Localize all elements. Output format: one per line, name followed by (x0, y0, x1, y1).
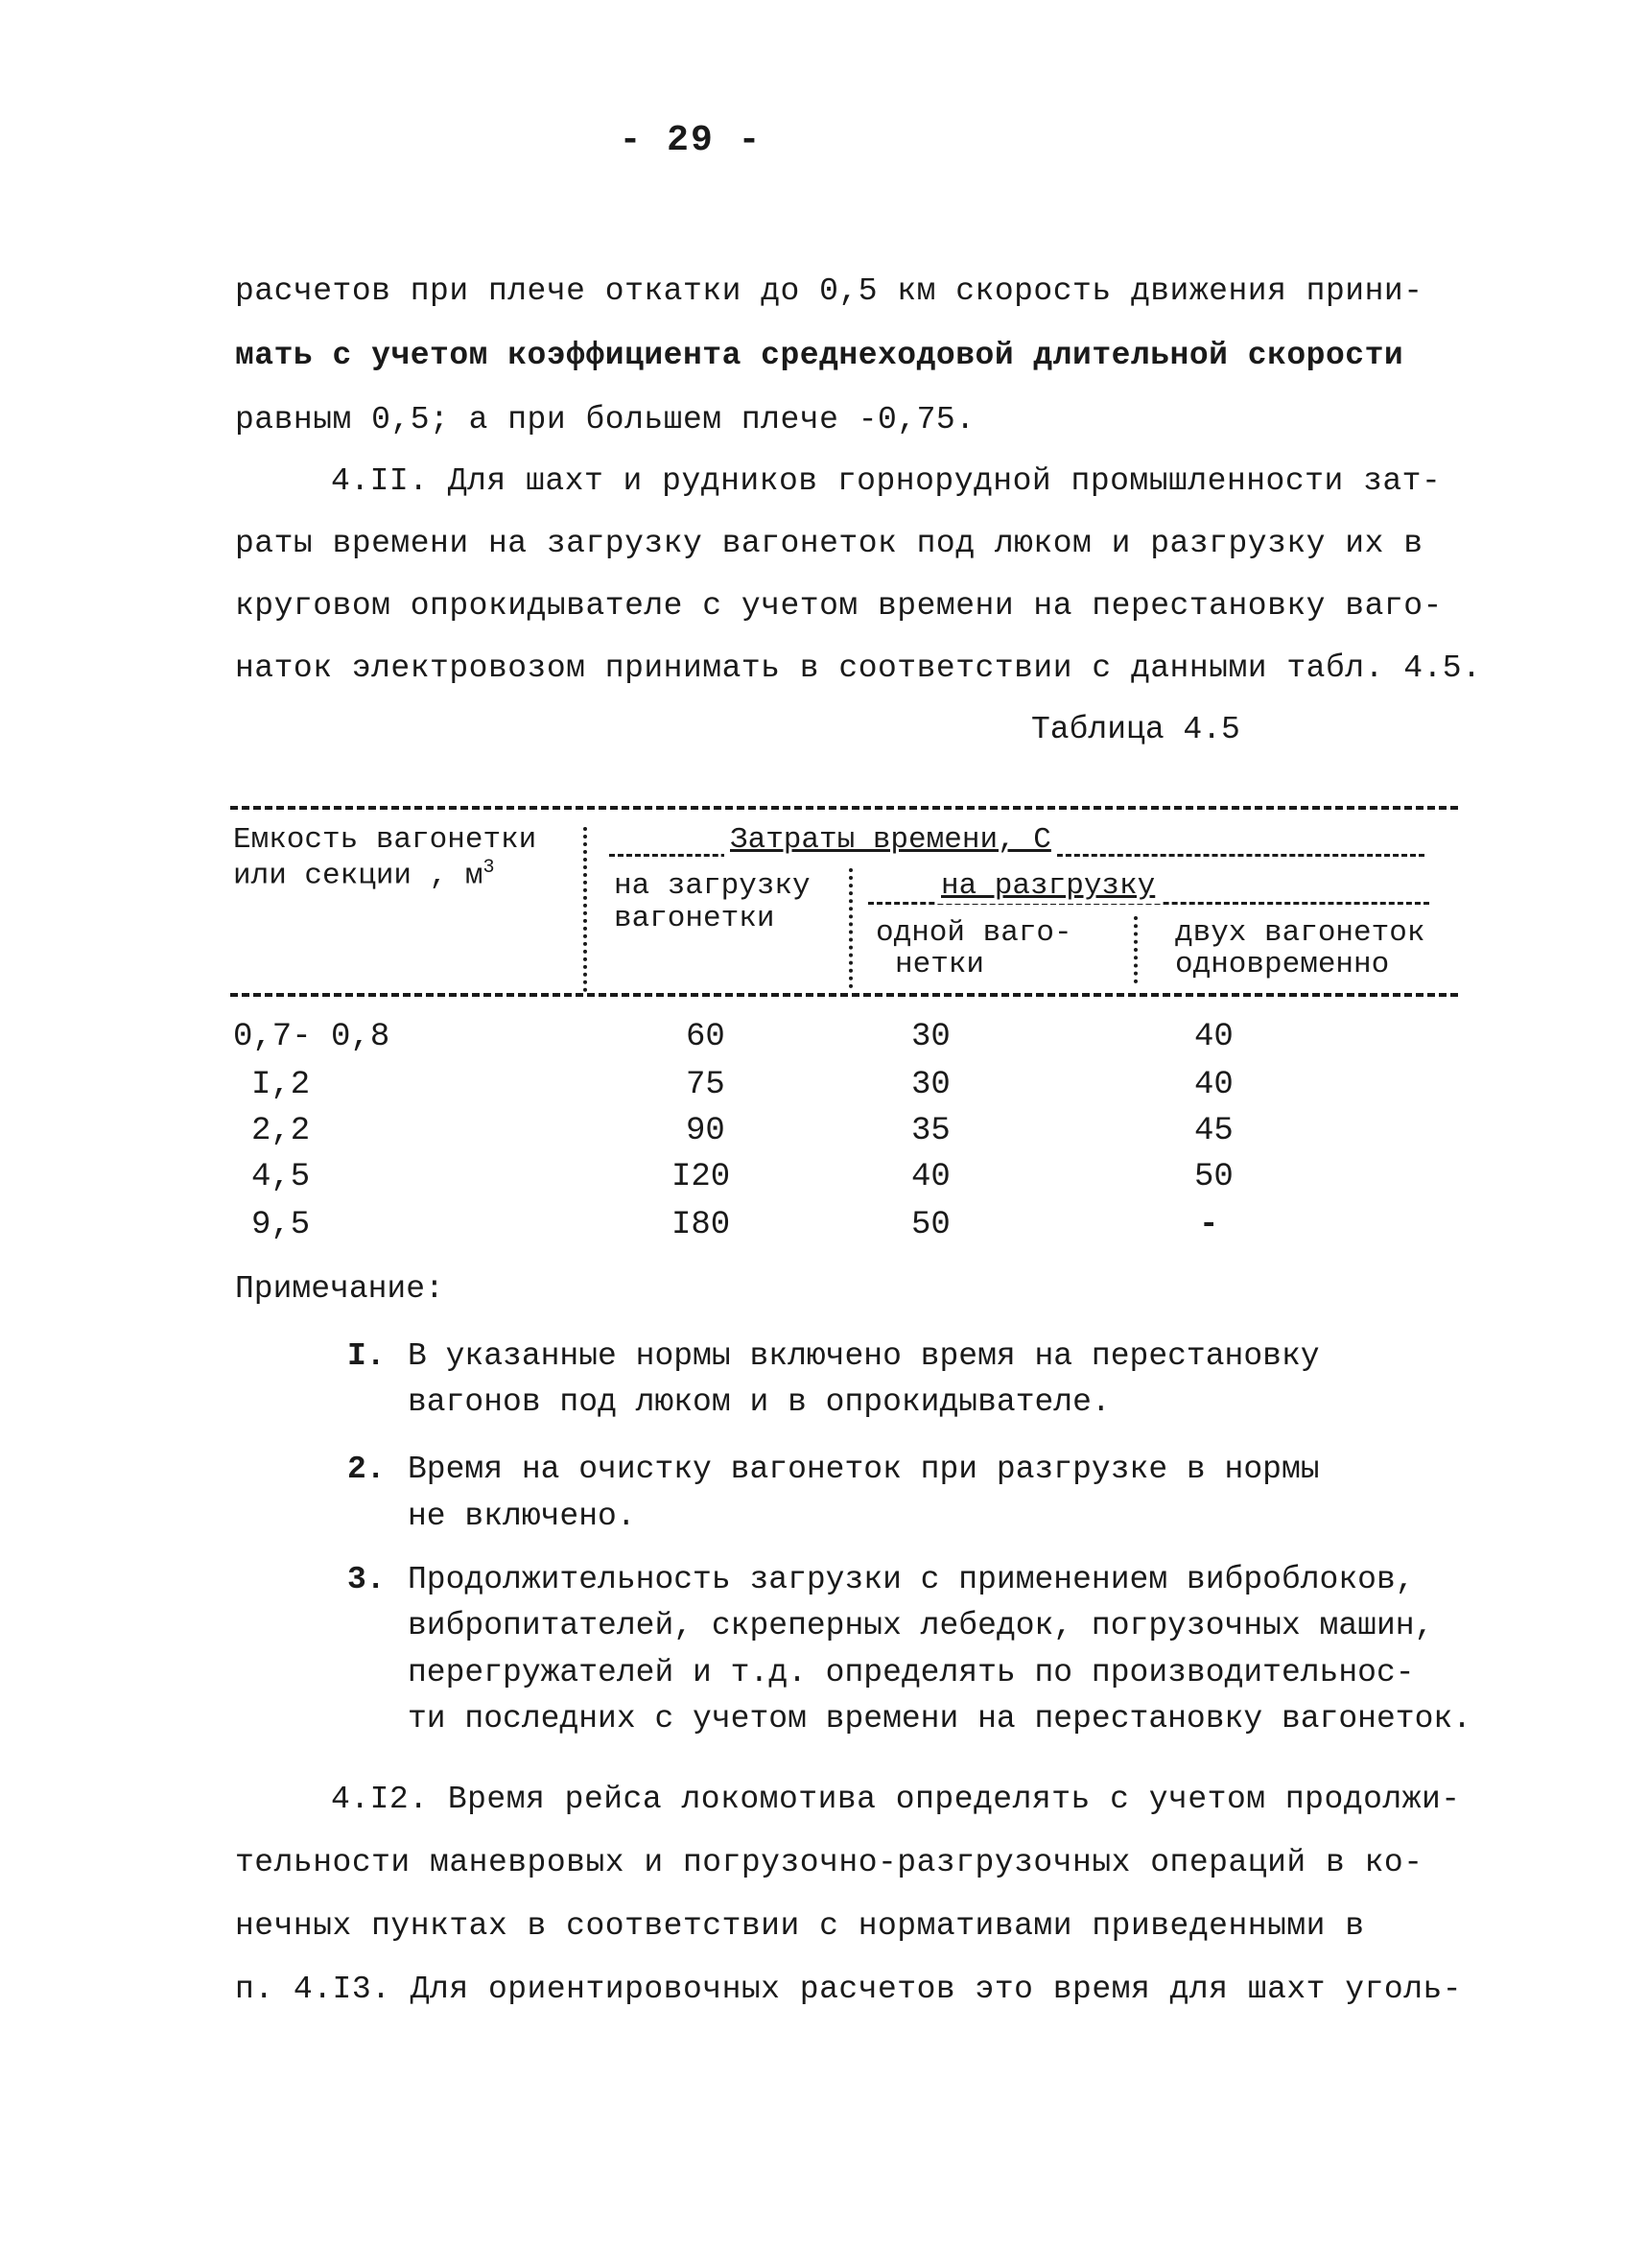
header-capacity-unit-sup: 3 (482, 857, 495, 879)
note-2-number: 2. (347, 1452, 386, 1487)
table-row-4-unload-one: 40 (911, 1159, 951, 1195)
table-caption: Таблица 4.5 (1031, 712, 1240, 747)
note-3-number: 3. (347, 1562, 386, 1597)
column-separator-1 (583, 827, 587, 992)
note-3-line-4: ти последних с учетом времени на перестановку вагонеток. (408, 1701, 1471, 1736)
header-unload-two-line-1: двух вагонеток (1175, 916, 1425, 950)
table-row-1-capacity: 0,7- 0,8 (233, 1019, 390, 1055)
intro-line-3: равным 0,5; а при большем плече -0,75. (235, 402, 976, 437)
header-capacity-line-2: или секции , $м^3$ (233, 857, 495, 893)
note-2-line-2: не включено. (408, 1499, 636, 1534)
note-3-line-1: Продолжительность загрузки с применением виброблоков, (408, 1562, 1415, 1597)
section-4-12-line-2: тельности маневровых и погрузочно-разгрузочных операций в ко- (235, 1845, 1423, 1880)
table-row-2-capacity: I,2 (251, 1067, 311, 1103)
page-number: - 29 - (619, 120, 763, 161)
section-4-12-line-1: 4.I2. Время рейса локомотива определять с учетом продолжи- (331, 1782, 1461, 1817)
table-row-4-loading: I20 (671, 1159, 731, 1195)
section-4-12-line-3: нечных пунктах в соответствии с нормативами приведенными в (235, 1908, 1365, 1944)
section-4-11-line-2: раты времени на загрузку вагонеток под люком и разгрузку их в (235, 526, 1423, 561)
table-top-rule (230, 806, 1458, 810)
header-loading-line-1: на загрузку (614, 869, 811, 903)
column-separator-2 (849, 868, 853, 988)
section-4-11-line-3: круговом опрокидывателе с учетом времени на перестановку ваго- (235, 588, 1443, 624)
section-4-12-line-4: п. 4.I3. Для ориентировочных расчетов это время для шахт уголь- (235, 1972, 1463, 2007)
table-row-5-loading: I80 (671, 1207, 731, 1243)
notes-title: Примечание: (235, 1271, 444, 1307)
table-row-5-unload-one: 50 (911, 1207, 951, 1243)
header-time-group: Затраты времени, С (724, 823, 1057, 858)
header-loading-line-2: вагонетки (614, 902, 775, 935)
note-2-line-1: Время на очистку вагонеток при разгрузке в нормы (408, 1452, 1320, 1487)
table-row-3-unload-two: 45 (1194, 1113, 1234, 1149)
note-3-line-3: перегружателей и т.д. определять по производительнос- (408, 1655, 1415, 1690)
table-row-2-loading: 75 (686, 1067, 725, 1103)
table-row-2-unload-two: 40 (1194, 1067, 1234, 1103)
header-unloading-group: на разгрузку (935, 869, 1161, 904)
column-separator-3 (1134, 916, 1138, 983)
table-row-5-capacity: 9,5 (251, 1207, 311, 1243)
table-row-3-capacity: 2,2 (251, 1113, 311, 1149)
table-row-1-unload-one: 30 (911, 1019, 951, 1055)
intro-line-2: мать с учетом коэффициента среднеходовой длительной скорости (235, 338, 1404, 373)
note-1-number: I. (347, 1338, 386, 1374)
note-1-line-1: В указанные нормы включено время на перестановку (408, 1338, 1320, 1374)
table-row-3-unload-one: 35 (911, 1113, 951, 1149)
header-unload-one-line-2: нетки (895, 948, 985, 981)
note-1-line-2: вагонов под люком и в опрокидывателе. (408, 1384, 1111, 1420)
table-row-5-unload-two: - (1199, 1207, 1219, 1243)
table-row-4-unload-two: 50 (1194, 1159, 1234, 1195)
note-3-line-2: вибропитателей, скреперных лебедок, погрузочных машин, (408, 1608, 1434, 1643)
table-row-2-unload-one: 30 (911, 1067, 951, 1103)
table-header-rule (230, 993, 1458, 997)
section-4-11-line-1: 4.II. Для шахт и рудников горнорудной промышленности зат- (331, 463, 1442, 499)
header-unload-one-line-1: одной ваго- (876, 916, 1072, 950)
table-row-1-loading: 60 (686, 1019, 725, 1055)
table-row-1-unload-two: 40 (1194, 1019, 1234, 1055)
header-capacity-line-1: Емкость вагонетки (233, 823, 537, 857)
header-unload-two-line-2: одновременно (1175, 948, 1390, 981)
table-row-3-loading: 90 (686, 1113, 725, 1149)
section-4-11-line-4: наток электровозом принимать в соответствии с данными табл. 4.5. (235, 650, 1482, 686)
intro-line-1: расчетов при плече откатки до 0,5 км скорость движения прини- (235, 273, 1423, 309)
table-row-4-capacity: 4,5 (251, 1159, 311, 1195)
